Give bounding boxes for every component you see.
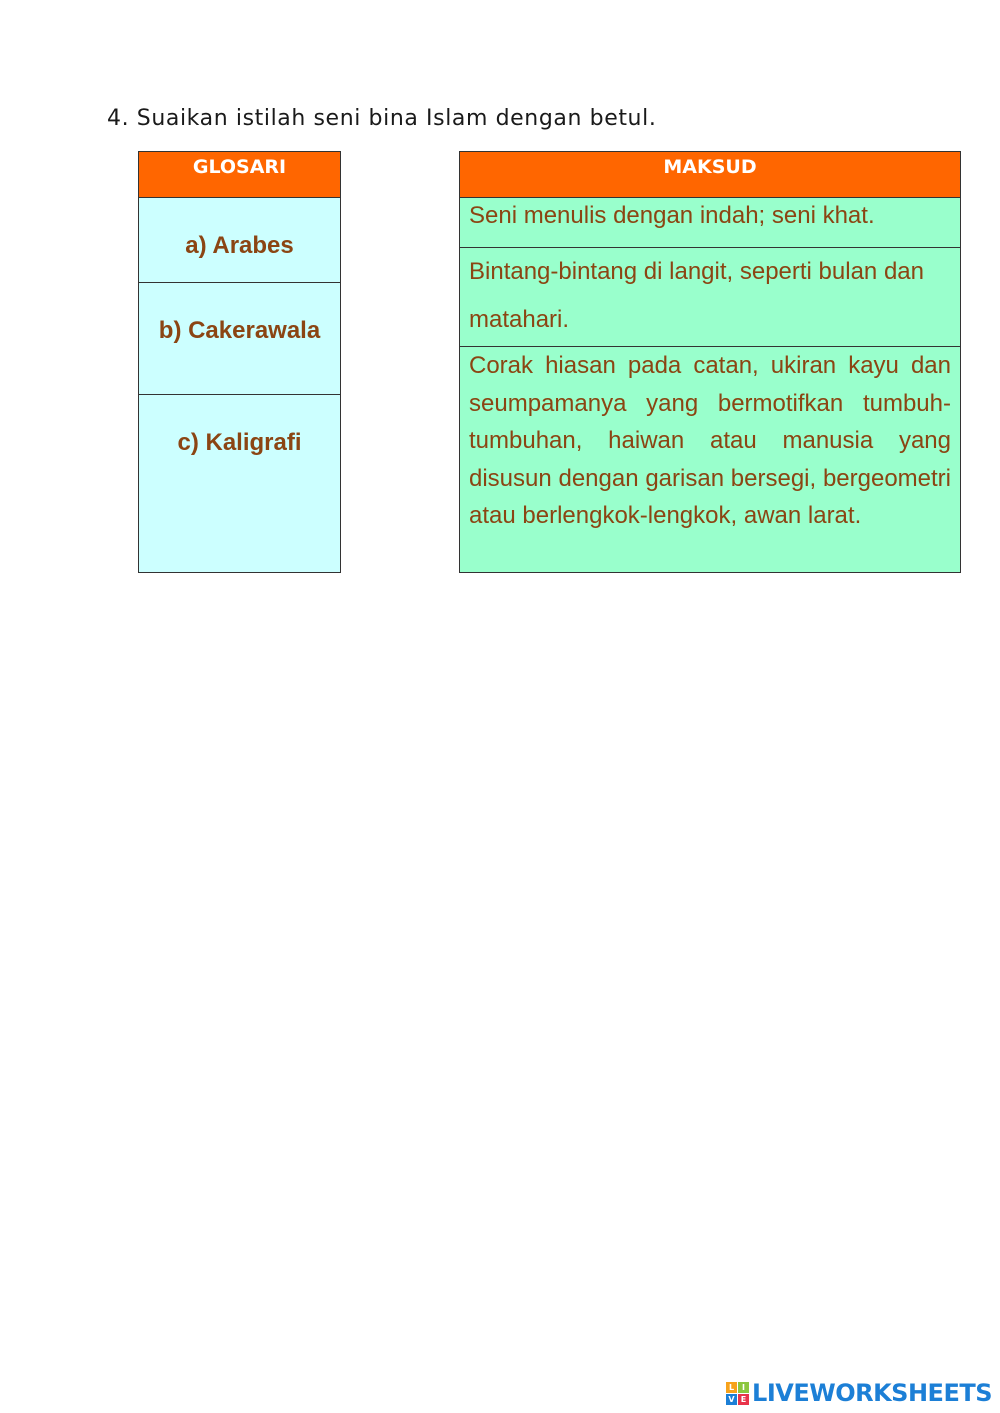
glossary-item-cakerawala[interactable]	[138, 282, 341, 395]
brand-mark-letter: L	[726, 1382, 737, 1393]
glossary-item-label: c) Kaligrafi	[177, 429, 302, 456]
meaning-item-1[interactable]: Seni menulis dengan indah; seni khat.	[459, 197, 961, 248]
question-text: 4. Suaikan istilah seni bina Islam dengan betul.	[107, 106, 657, 131]
brand-mark-letter: V	[726, 1394, 737, 1405]
liveworksheets-mark-icon	[726, 1382, 749, 1405]
liveworksheets-logo	[726, 1379, 992, 1407]
brand-mark-letter: E	[738, 1394, 749, 1405]
glossary-item-arabes[interactable]	[138, 197, 341, 283]
glossary-item-label: b) Cakerawala	[158, 317, 321, 344]
glossary-header: GLOSARI	[138, 151, 341, 198]
brand-name: LIVEWORKSHEETS	[752, 1379, 992, 1407]
brand-mark-letter: I	[738, 1382, 749, 1393]
meaning-item-2[interactable]: Bintang-bintang di langit, seperti bulan dan matahari.	[459, 247, 961, 347]
meaning-header: MAKSUD	[459, 151, 961, 198]
meaning-item-3[interactable]: Corak hiasan pada catan, ukiran kayu dan seumpamanya yang bermotifkan tumbuh-tumbuhan, haiwan atau manusia yang disusun dengan garisan bersegi, bergeometri atau berlengkok-lengkok, awan larat.	[459, 346, 961, 573]
glossary-item-label: a) Arabes	[185, 232, 294, 259]
glossary-item-kaligrafi[interactable]	[138, 394, 341, 573]
